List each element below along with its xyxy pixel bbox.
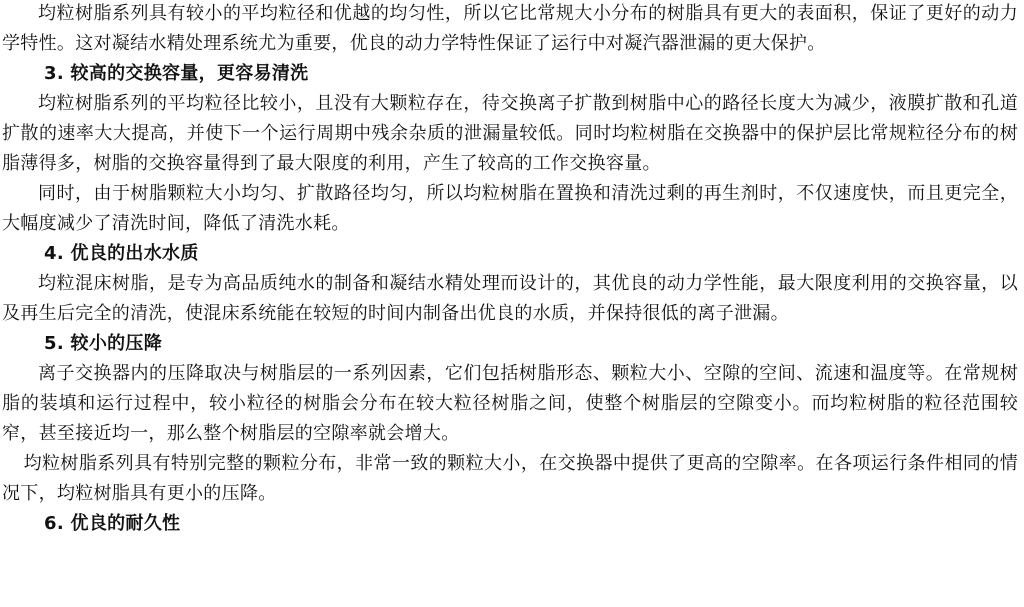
- paragraph-section-3a: 均粒树脂系列的平均粒径比较小，且没有大颗粒存在，待交换离子扩散到树脂中心的路径长度大为减少，液膜扩散和孔道扩散的速率大大提高，并使下一个运行周期中残余杂质的泄漏量较低。同时均粒树脂在交换器中的保护层比常规粒径分布的树脂薄得多，树脂的交换容量得到了最大限度的利用，产生了较高的工作交换容量。: [2, 93, 1018, 174]
- heading-section-5: 5. 较小的压降: [44, 333, 163, 354]
- paragraph-section-4: 均粒混床树脂，是专为高品质纯水的制备和凝结水精处理而设计的，其优良的动力学性能，最大限度利用的交换容量，以及再生后完全的清洗，使混床系统能在较短的时间内制备出优良的水质，并保持很低的离子泄漏。: [2, 273, 1018, 324]
- paragraph-intro: 均粒树脂系列具有较小的平均粒径和优越的均匀性，所以它比常规大小分布的树脂具有更大的表面积，保证了更好的动力学特性。这对凝结水精处理系统尤为重要，优良的动力学特性保证了运行中对凝汽器泄漏的更大保护。: [2, 3, 1018, 54]
- heading-section-4: 4. 优良的出水水质: [44, 243, 199, 264]
- heading-section-6: 6. 优良的耐久性: [44, 513, 181, 534]
- heading-section-3: 3. 较高的交换容量，更容易清洗: [44, 63, 309, 84]
- paragraph-section-3b: 同时，由于树脂颗粒大小均匀、扩散路径均匀，所以均粒树脂在置换和清洗过剩的再生剂时，不仅速度快，而且更完全，大幅度减少了清洗时间，降低了清洗水耗。: [2, 183, 1018, 234]
- paragraph-section-5b: 均粒树脂系列具有特别完整的颗粒分布，非常一致的颗粒大小，在交换器中提供了更高的空隙率。在各项运行条件相同的情况下，均粒树脂具有更小的压降。: [2, 453, 1018, 504]
- paragraph-section-5a: 离子交换器内的压降取决与树脂层的一系列因素，它们包括树脂形态、颗粒大小、空隙的空间、流速和温度等。在常规树脂的装填和运行过程中，较小粒径的树脂会分布在较大粒径树脂之间，使整个树脂层的空隙变小。而均粒树脂的粒径范围较窄，甚至接近均一，那么整个树脂层的空隙率就会增大。: [2, 363, 1018, 444]
